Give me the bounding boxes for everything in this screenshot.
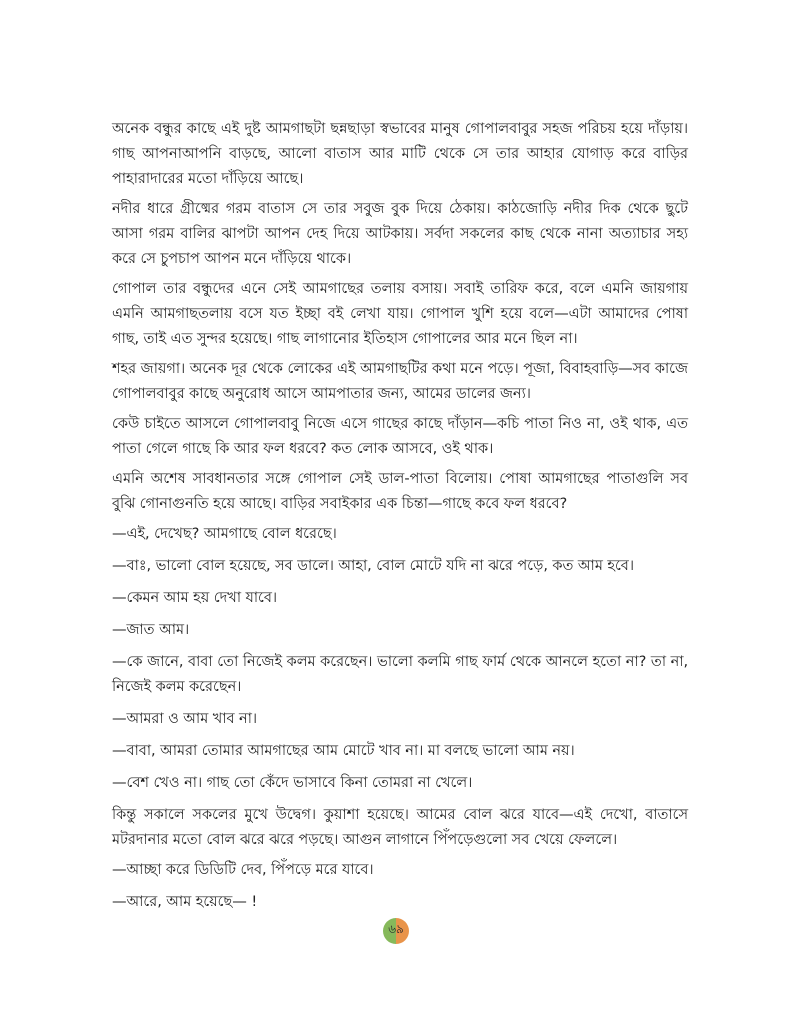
dialog-line-7: —বাবা, আমরা তোমার আমগাছের আম মোটে খাব না। মা বলছে ভালো আম নয়। xyxy=(112,742,575,759)
dialog-line-10: —আরে, আম হয়েছে— ! xyxy=(112,893,258,910)
paragraph-1: অনেক বন্ধুর কাছে এই দুষ্ট আমগাছটা ছন্নছাড়া স্বভাবের মানুষ গোপালবাবুর সহজ পরিচয় হয়ে দাঁড়ায়। গাছ আপনাআপনি বাড়ছে, আলো বাতাস আর মাটি থেকে সে তার আহার যোগাড় করে বাড়ির পাহারাদারের মতো দাঁড়িয়ে আছে। xyxy=(112,120,688,187)
paragraph-2: নদীর ধারে গ্রীষ্মের গরম বাতাস সে তার সবুজ বুক দিয়ে ঠেকায়। কাঠজোড়ি নদীর দিক থেকে ছুটে আসা গরম বালির ঝাপটা আপন দেহ দিয়ে আটকায়। সর্বদা সকলের কাছ থেকে নানা অত্যাচার সহ্য করে সে চুপচাপ আপন মনে দাঁড়িয়ে থাকে। xyxy=(112,200,688,267)
dialog-line-2: —বাঃ, ভালো বোল হয়েছে, সব ডালে। আহা, বোল মোটে যদি না ঝরে পড়ে, কত আম হবে। xyxy=(112,557,634,574)
page-number: ৬৯ xyxy=(388,922,404,936)
paragraph-7: কিন্তু সকালে সকলের মুখে উদ্বেগ। কুয়াশা হয়েছে। আমের বোল ঝরে যাবে—এই দেখো, বাতাসে মটরদানার মতো বোল ঝরে ঝরে পড়ছে। আগুন লাগানে পিঁপড়েগুলো সব খেয়ে ফেললে। xyxy=(112,806,688,848)
paragraph-6: এমনি অশেষ সাবধানতার সঙ্গে গোপাল সেই ডাল-পাতা বিলোয়। পোষা আমগাছের পাতাগুলি সব বুঝি গোনাগুনতি হয়ে আছে। বাড়ির সবাইকার এক চিন্তা—গাছে কবে ফল ধরবে? xyxy=(112,470,688,512)
paragraph-3: গোপাল তার বন্ধুদের এনে সেই আমগাছের তলায় বসায়। সবাই তারিফ করে, বলে এমনি জায়গায় এমনি আমগাছতলায় বসে যত ইচ্ছা বই লেখা যায়। গোপাল খুশি হয়ে বলে—এটা আমাদের পোষা গাছ, তাই এত সুন্দর হয়েছে। গাছ লাগানোর ইতিহাস গোপালের আর মনে ছিল না। xyxy=(112,280,688,347)
dialog-line-3: —কেমন আম হয় দেখা যাবে। xyxy=(112,589,278,606)
dialog-line-1: —এই, দেখেছ? আমগাছে বোল ধরেছে। xyxy=(112,525,337,542)
dialog-line-6: —আমরা ও আম খাব না। xyxy=(112,710,258,727)
page-number-badge xyxy=(383,918,409,944)
paragraph-5: কেউ চাইতে আসলে গোপালবাবু নিজে এসে গাছের কাছে দাঁড়ান—কচি পাতা নিও না, ওই থাক, এত পাতা গেলে গাছে কি আর ফল ধরবে? কত লোক আসবে, ওই থাক। xyxy=(112,415,688,457)
dialog-line-4: —জাত আম। xyxy=(112,621,190,638)
paragraph-4: শহর জায়গা। অনেক দূর থেকে লোকের এই আমগাছটির কথা মনে পড়ে। পূজা, বিবাহবাড়ি—সব কাজে গোপালবাবুর কাছে অনুরোধ আসে আমপাতার জন্য, আমের ডালের জন্য। xyxy=(112,360,688,402)
dialog-line-8: —বেশ খেও না। গাছ তো কেঁদে ভাসাবে কিনা তোমরা না খেলে। xyxy=(112,774,473,791)
dialog-line-9: —আচ্ছা করে ডিডিটি দেব, পিঁপড়ে মরে যাবে। xyxy=(112,861,374,878)
page-body xyxy=(112,116,688,921)
dialog-line-5: —কে জানে, বাবা তো নিজেই কলম করেছেন। ভালো কলমি গাছ ফার্ম থেকে আনলে হতো না? তা না, নিজেই কলম করেছেন। xyxy=(112,653,688,695)
